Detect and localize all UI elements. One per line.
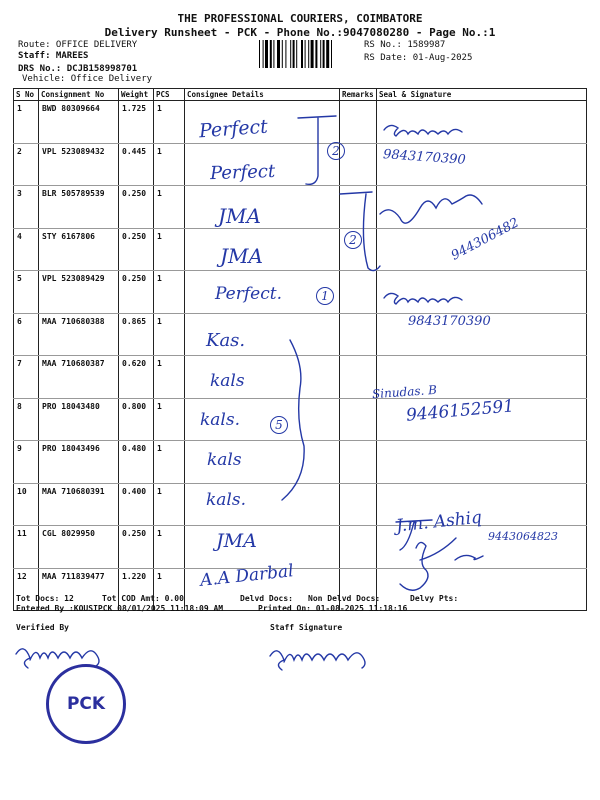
cell-weight: 1.220: [119, 568, 154, 611]
handwritten-consignee: kals.: [200, 410, 241, 430]
cell-consignment: BLR 505789539: [39, 186, 119, 229]
cell-pcs: 1: [154, 568, 185, 611]
cell-sno: 10: [14, 483, 39, 526]
cell-consignment: MAA 710680388: [39, 313, 119, 356]
cell-weight: 0.800: [119, 398, 154, 441]
cell-consignment: MAA 710680387: [39, 356, 119, 399]
cell-weight: 0.620: [119, 356, 154, 399]
cell-consignment: VPL 523089429: [39, 271, 119, 314]
cell-sno: 7: [14, 356, 39, 399]
route-label: Route: OFFICE DELIVERY: [18, 40, 138, 50]
handwritten-phone: 9843170390: [408, 314, 491, 329]
cell-consignment: MAA 710680391: [39, 483, 119, 526]
handwritten-consignee: A.A Darbal: [199, 561, 295, 591]
cell-pcs: 1: [154, 101, 185, 144]
handwritten-phone: 9443064823: [488, 530, 558, 543]
cell-weight: 0.865: [119, 313, 154, 356]
column-header: Consignee Details: [185, 89, 340, 101]
delivery-points: Delvy Pts:: [410, 594, 459, 603]
cell-weight: 0.400: [119, 483, 154, 526]
cell-pcs: 1: [154, 356, 185, 399]
non-delivered-docs: Non Delvd Docs:: [308, 594, 381, 603]
column-header: Seal & Signature: [377, 89, 587, 101]
handwritten-phone: 9843170390: [382, 147, 467, 168]
cell-consignment: VPL 523089432: [39, 143, 119, 186]
cell-sno: 5: [14, 271, 39, 314]
cell-sno: 4: [14, 228, 39, 271]
cell-consignment: BWD 80309664: [39, 101, 119, 144]
cell-sno: 3: [14, 186, 39, 229]
company-title: THE PROFESSIONAL COURIERS, COIMBATORE: [177, 12, 423, 25]
cell-pcs: 1: [154, 186, 185, 229]
rs-date: RS Date: 01-Aug-2025: [364, 53, 473, 63]
cell-sno: 8: [14, 398, 39, 441]
column-header: S No: [14, 89, 39, 101]
cell-consignment: PRO 18043480: [39, 398, 119, 441]
vehicle-label: Vehicle: Office Delivery: [22, 74, 153, 84]
total-cod-amount: Tot COD Amt: 0.00: [102, 594, 184, 603]
circled-number: 5: [270, 416, 288, 434]
cell-sno: 6: [14, 313, 39, 356]
column-header: Consignment No: [39, 89, 119, 101]
circled-number: 1: [316, 287, 334, 305]
verified-by-label: Verified By: [16, 623, 69, 632]
handwritten-consignee: kals.: [206, 490, 247, 510]
handwritten-consignee: kals: [210, 371, 245, 391]
cell-pcs: 1: [154, 441, 185, 484]
printed-on: Printed On: 01-08-2025 11:18:16: [258, 604, 408, 613]
cell-pcs: 1: [154, 228, 185, 271]
pck-stamp: PCK: [46, 664, 126, 744]
delivered-docs: Delvd Docs:: [240, 594, 293, 603]
cell-pcs: 1: [154, 143, 185, 186]
staff-signature-label: Staff Signature: [270, 623, 343, 632]
handwritten-consignee: Perfect: [198, 115, 269, 143]
handwritten-consignee: Perfect: [209, 160, 276, 185]
total-docs: Tot Docs: 12: [16, 594, 74, 603]
circled-number: 2: [327, 142, 345, 160]
cell-sno: 12: [14, 568, 39, 611]
drs-number: DRS No.: DCJB158998701: [18, 64, 138, 74]
handwritten-name: J.m. Ashiq: [395, 507, 483, 537]
cell-weight: 1.725: [119, 101, 154, 144]
cell-sno: 2: [14, 143, 39, 186]
rs-number: RS No.: 1589987: [364, 40, 446, 50]
entered-by: Entered By :KOUSIPCK 08/01/2025 11:18:09 AM: [16, 604, 224, 613]
handwritten-consignee: JMA: [218, 204, 261, 228]
cell-weight: 0.445: [119, 143, 154, 186]
cell-pcs: 1: [154, 271, 185, 314]
handwritten-consignee: JMA: [220, 244, 263, 268]
handwritten-phone: 9446152591: [405, 396, 515, 426]
column-header: PCS: [154, 89, 185, 101]
column-header: Weight: [119, 89, 154, 101]
handwritten-phone: 944306482: [448, 215, 522, 264]
cell-consignment: STY 6167806: [39, 228, 119, 271]
cell-weight: 0.250: [119, 526, 154, 569]
cell-sno: 11: [14, 526, 39, 569]
handwritten-consignee: JMA: [216, 530, 257, 552]
handwritten-name: Sinudas. B: [371, 382, 438, 402]
cell-pcs: 1: [154, 398, 185, 441]
cell-weight: 0.480: [119, 441, 154, 484]
cell-pcs: 1: [154, 526, 185, 569]
cell-sno: 1: [14, 101, 39, 144]
cell-pcs: 1: [154, 313, 185, 356]
cell-sno: 9: [14, 441, 39, 484]
column-header: Remarks: [340, 89, 377, 101]
handwritten-consignee: kals: [207, 450, 242, 470]
cell-weight: 0.250: [119, 271, 154, 314]
cell-consignment: MAA 711839477: [39, 568, 119, 611]
handwritten-consignee: Kas.: [206, 330, 246, 351]
circled-number: 2: [344, 231, 362, 249]
staff-label: Staff: MAREES: [18, 51, 89, 61]
cell-weight: 0.250: [119, 228, 154, 271]
cell-consignment: PRO 18043496: [39, 441, 119, 484]
runsheet-title: Delivery Runsheet - PCK - Phone No.:9047080280 - Page No.:1: [104, 26, 496, 39]
handwritten-consignee: Perfect.: [215, 284, 282, 304]
cell-weight: 0.250: [119, 186, 154, 229]
cell-consignment: CGL 8029950: [39, 526, 119, 569]
cell-pcs: 1: [154, 483, 185, 526]
